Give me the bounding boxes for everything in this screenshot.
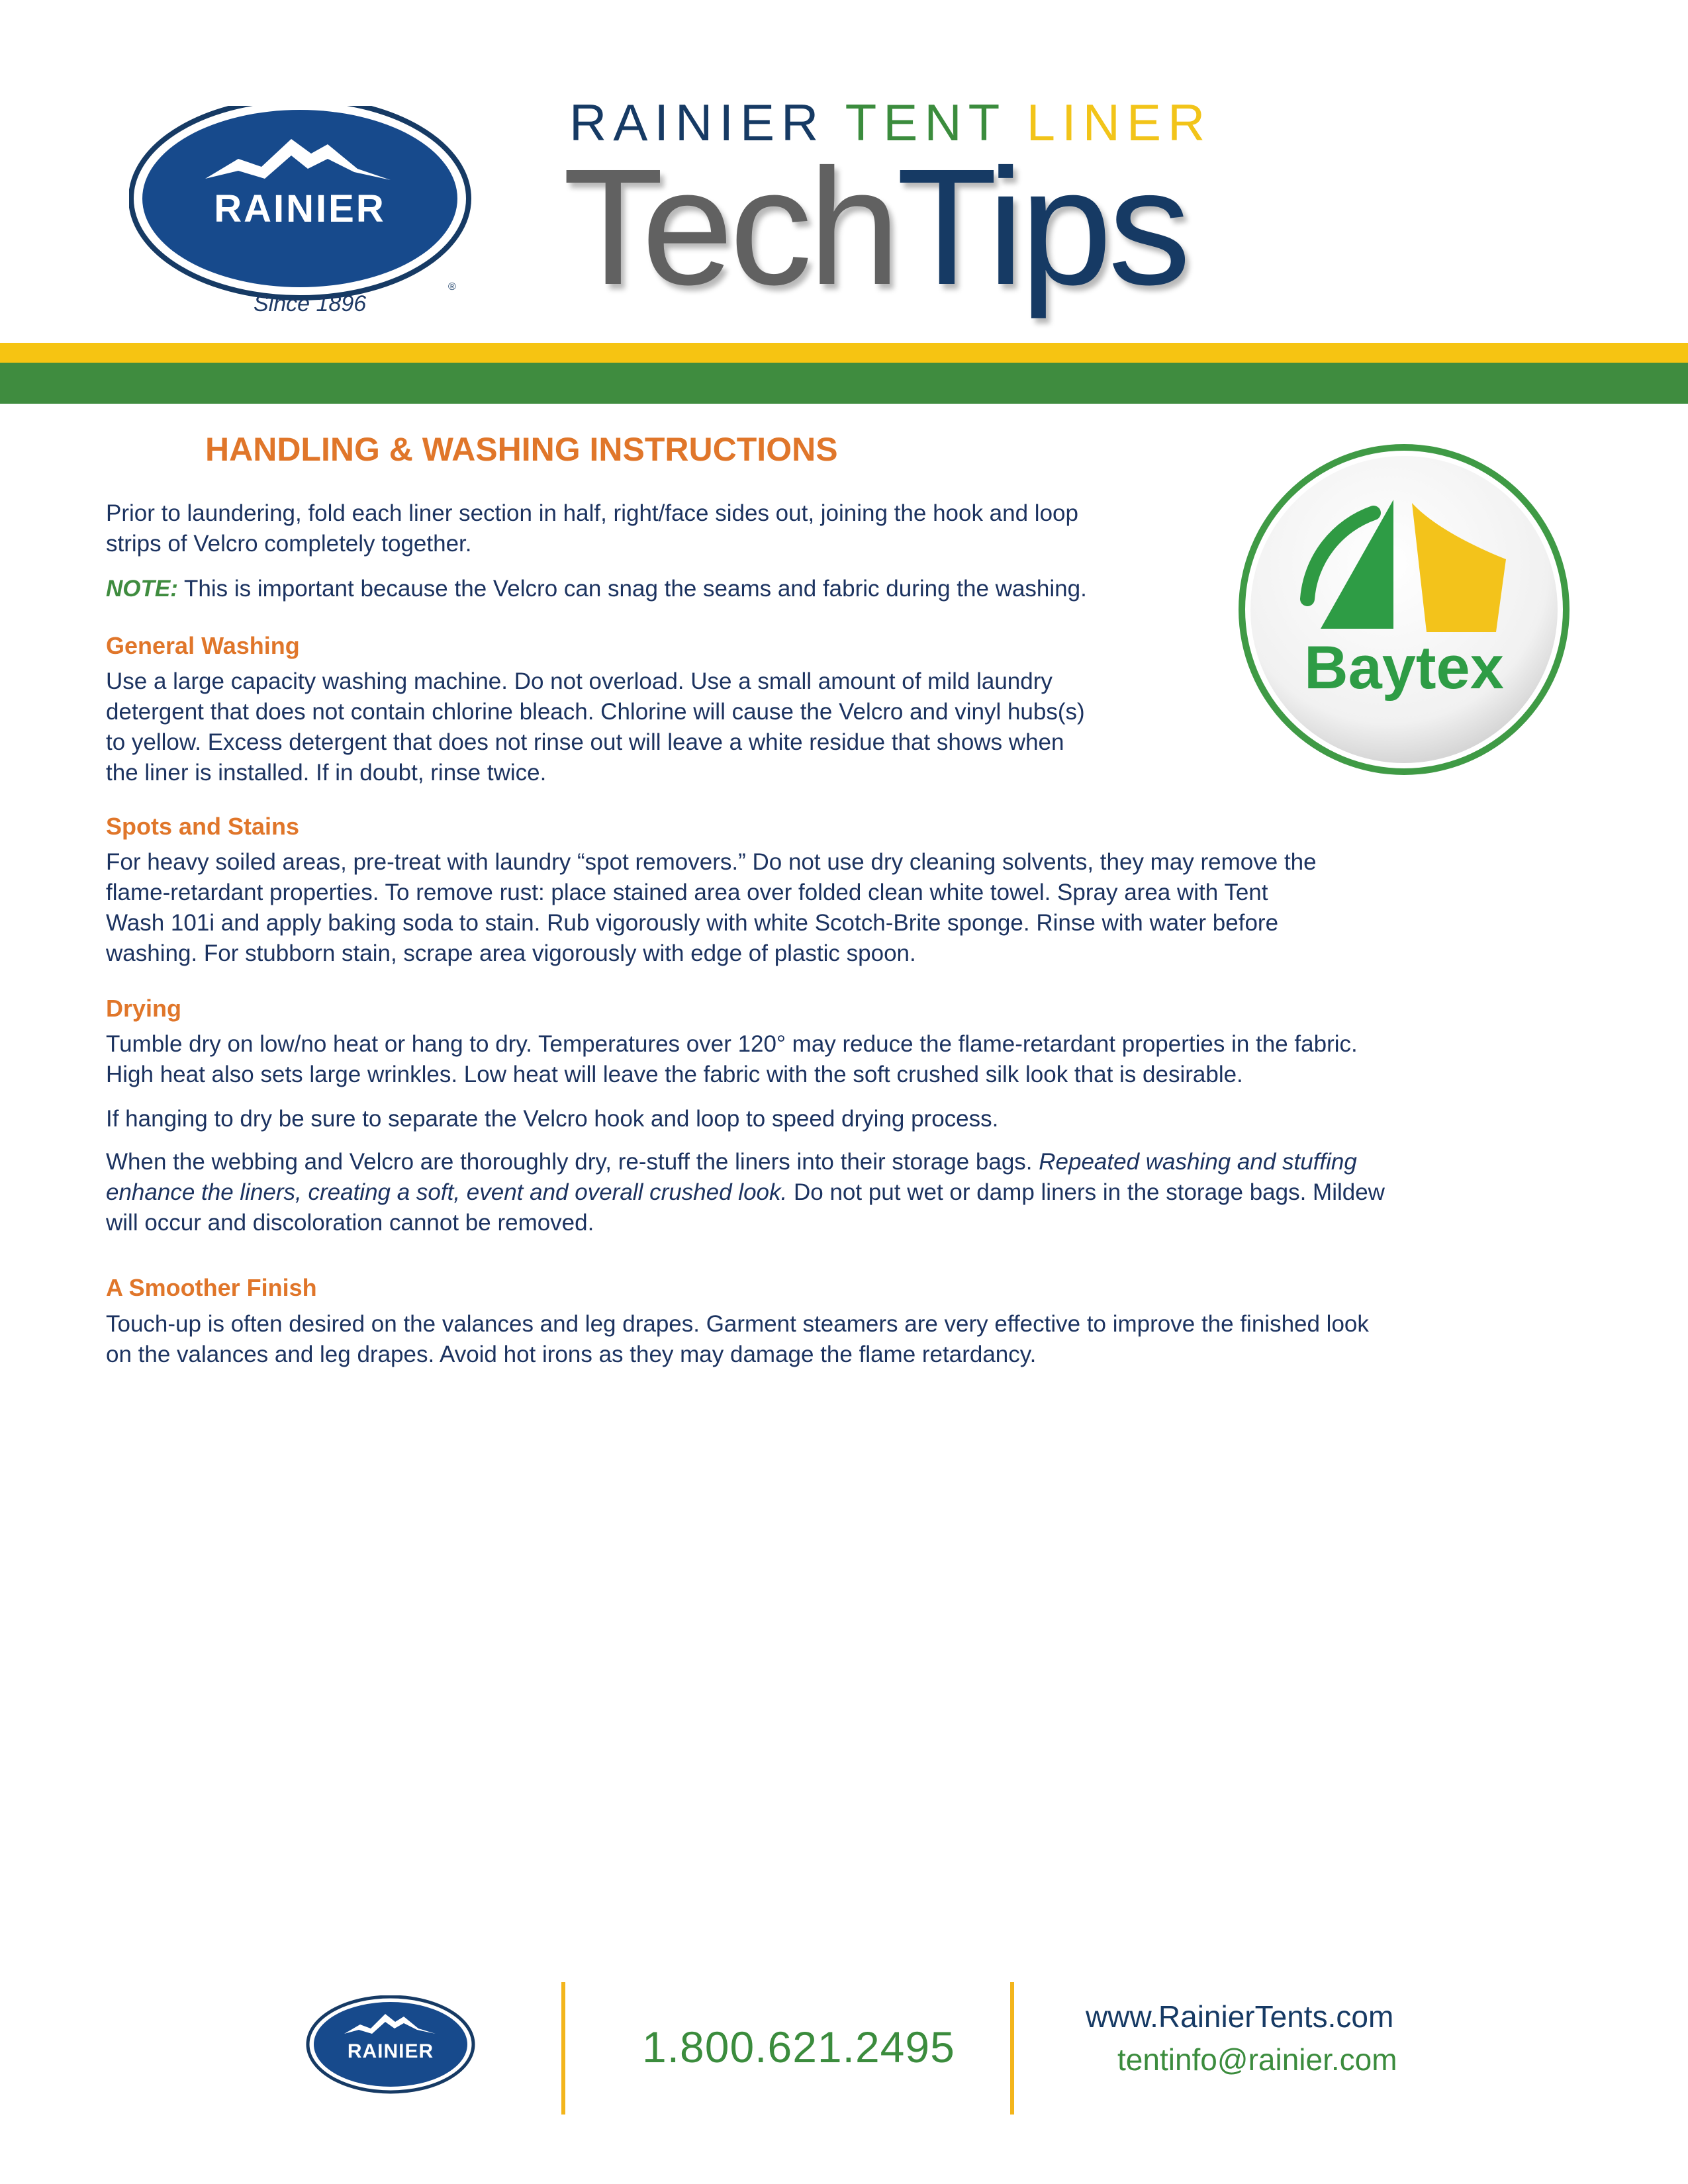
title-word-rainier: RAINIER [569,93,825,152]
text-line: Use a large capacity washing machine. Do not overload. Use a small amount of mild laundry [106,668,1053,694]
techtips-tips: Tips [896,134,1188,319]
header-stripe-yellow [0,343,1688,363]
text-line: flame-retardant properties. To remove rust: place stained area over folded clean white towel. Spray area with Tent [106,880,1268,905]
section-heading-spots-stains: Spots and Stains [106,813,300,840]
text-plain: Do not put wet or damp liners in the storage bags. Mildew [793,1179,1385,1205]
text-line [106,1147,1385,1177]
phone-number[interactable]: 1.800.621.2495 [642,2023,955,2071]
techtips-tech: Tech [563,134,897,319]
footer-divider [1010,1982,1014,2115]
section-heading-general-washing: General Washing [106,632,300,659]
text-line: Wash 101i and apply baking soda to stain. Rub vigorously with white Scotch-Brite sponge. Rinse with water before [106,910,1279,936]
title-word-liner: LINER [1026,93,1212,152]
text-line: to yellow. Excess detergent that does not rinse out will leave a white residue that shows when [106,729,1064,755]
text-line: washing. For stubborn stain, scrape area vigorously with edge of plastic spoon. [106,940,916,966]
email-link[interactable]: tentinfo@rainier.com [1117,2042,1397,2077]
svg-text:Baytex: Baytex [1304,634,1504,702]
note-label: NOTE: [106,576,178,602]
section-heading-drying: Drying [106,995,182,1022]
text-italic: Repeated washing and stuffing [1039,1149,1357,1175]
drying-paragraph-2: If hanging to dry be sure to separate the Velcro hook and loop to speed drying process. [106,1106,999,1132]
baytex-badge [1235,440,1573,779]
general-washing-paragraph [106,666,1085,788]
footer-rainier-logo [306,1995,485,2100]
text-plain: When the webbing and Velcro are thoroughly dry, re-stuff the liners into their storage bags. [106,1149,1033,1175]
techtips-title [563,134,1188,319]
header-stripe-green [0,363,1688,404]
text-line [106,1177,1385,1208]
intro-line: Prior to laundering, fold each liner section in half, right/face sides out, joining the hook and loop [106,500,1078,526]
intro-line: strips of Velcro completely together. [106,531,472,557]
text-line: For heavy soiled areas, pre-treat with laundry “spot removers.” Do not use dry cleaning solvents, they may remove the [106,849,1317,875]
note-paragraph [106,574,1087,604]
text-line: will occur and discoloration cannot be removed. [106,1210,594,1236]
spots-stains-paragraph [106,847,1317,969]
text-line: the liner is installed. If in doubt, rinse twice. [106,760,547,786]
website-link[interactable]: www.RainierTents.com [1086,1999,1394,2034]
text-line: on the valances and leg drapes. Avoid hot irons as they may damage the flame retardancy. [106,1342,1037,1367]
text-line: Tumble dry on low/no heat or hang to dry. Temperatures over 120° may reduce the flame-retardant properties in the fabric. [106,1031,1358,1057]
since-tagline: Since 1896 [254,291,367,316]
svg-text:RAINIER: RAINIER [214,187,386,230]
section-heading-smoother-finish: A Smoother Finish [106,1274,317,1301]
svg-text:®: ® [448,281,456,293]
intro-paragraph [106,498,1231,559]
text-line: Touch-up is often desired on the valances and leg drapes. Garment steamers are very effective to improve the finished look [106,1311,1369,1337]
drying-paragraph-1 [106,1029,1358,1090]
page-title: HANDLING & WASHING INSTRUCTIONS [205,431,838,468]
text-line: detergent that does not contain chlorine bleach. Chlorine will cause the Velcro and vinyl hubs(s) [106,699,1085,725]
text-line: High heat also sets large wrinkles. Low heat will leave the fabric with the soft crushed silk look that is desirable. [106,1062,1243,1087]
note-text: This is important because the Velcro can snag the seams and fabric during the washing. [183,576,1087,602]
text-italic: enhance the liners, creating a soft, event and overall crushed look. [106,1179,788,1205]
svg-text:RAINIER: RAINIER [347,2040,434,2062]
footer-divider [561,1982,565,2115]
smoother-finish-paragraph [106,1309,1369,1370]
drying-paragraph-3 [106,1147,1385,1238]
rainier-logo [129,106,493,318]
title-word-tent: TENT [845,93,1006,152]
